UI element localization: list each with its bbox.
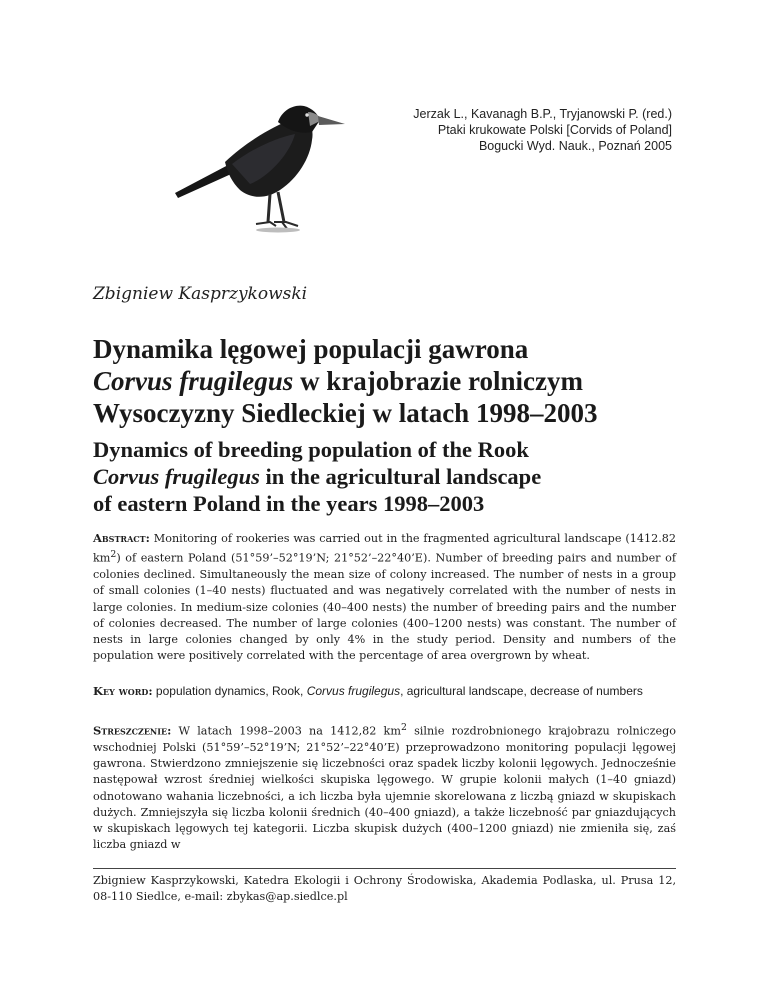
keywords-label: Key word: — [93, 684, 153, 698]
title-pl-line1: Dynamika lęgowej populacji gawrona — [93, 334, 529, 364]
title-en-line1: Dynamics of breeding population of the Rook — [93, 437, 529, 462]
abstract-label: Abstract: — [93, 531, 150, 545]
title-pl-line3: Wysoczyzny Siedleckiej w latach 1998–2003 — [93, 398, 598, 428]
title-en-line2-rest: in the agricultural landscape — [259, 464, 542, 489]
title-english — [93, 436, 693, 517]
streszczenie-text-b: silnie rozdrobnionego krajobrazu rolniczego wschodniej Polski (51°59’–52°19’N; 21°52’–22°40’E) przeprowadzono monitoring populacji lęgowej gawrona. Stwierdzono zmniejszenie się liczebności oraz spadek liczby kolonii lęgowych. Jednocześnie następował wzrost średniej wielkości skupiska lęgowego. W grupie kolonii małych (1–40 gniazd) odnotowano wahania liczebności, a ich liczba była ujemnie skorelowana z liczbą gniazd w skupiskach dużych. Zmniejszyła się liczba kolonii średnich (40–400 gniazd), a także liczebność par gniazdujących w skupiskach lęgowych tej kategorii. Liczba skupisk dużych (400–1200 gniazd) nie zmieniła się, zaś liczba gniazd w — [93, 724, 676, 852]
streszczenie-sup: 2 — [400, 722, 407, 733]
citation-block — [413, 106, 672, 154]
author-name: Zbigniew Kasprzykowski — [93, 284, 308, 304]
citation-book-title: Ptaki krukowate Polski [Corvids of Poland] — [437, 123, 672, 137]
abstract-text-a: Monitoring of rookeries was carried out in the fragmented agricultural landscape (1412.82 km — [93, 532, 676, 565]
title-en-line2 — [93, 463, 693, 490]
streszczenie-paragraph — [93, 720, 676, 853]
title-en-species: Corvus frugilegus — [93, 464, 260, 489]
title-pl-species: Corvus frugilegus — [93, 366, 294, 396]
abstract-text-b: ) of eastern Poland (51°59’–52°19’N; 21°52’–22°40’E). Number of breeding pairs and number of colonies declined. Simultaneously the mean size of colony increased. The number of nests in a group of small colonies (1–40 nests) fluctuated and was negatively correlated with the number of nests in large colonies. In medium-size colonies (40–400 nests) the number of breeding pairs and the number of colonies decreased. The number of large colonies (400–1200 nests) was constant. The number of nests in large colonies changed by only 4% in the study period. Density and numbers of the population were positively correlated with the percentage of area overgrown by wheat. — [93, 551, 676, 663]
abstract-sup: 2 — [110, 549, 117, 561]
affiliation-footnote: Zbigniew Kasprzykowski, Katedra Ekologii i Ochrony Środowiska, Akademia Podlaska, ul. Prusa 12, 08-110 Siedlce, e-mail: zbykas@ap.siedlce.pl — [93, 874, 676, 904]
keywords-text-a: population dynamics, Rook, — [152, 684, 307, 698]
abstract-paragraph — [93, 530, 676, 664]
rook-illustration — [170, 98, 345, 238]
footnote-divider — [93, 868, 676, 869]
streszczenie-label: Streszczenie: — [93, 723, 172, 738]
keywords-species: Corvus frugilegus — [306, 684, 401, 698]
keywords-paragraph — [93, 683, 676, 700]
title-en-line3: of eastern Poland in the years 1998–2003 — [93, 491, 485, 516]
title-pl-line2 — [93, 365, 693, 397]
streszczenie-text-a: W latach 1998–2003 na 1412,82 km — [171, 724, 401, 738]
citation-editors: Jerzak L., Kavanagh B.P., Tryjanowski P. (red.) — [413, 107, 672, 121]
keywords-text-b: , agricultural landscape, decrease of numbers — [400, 684, 643, 698]
citation-publisher: Bogucki Wyd. Nauk., Poznań 2005 — [478, 139, 672, 153]
title-polish — [93, 333, 693, 429]
title-pl-line2-rest: w krajobrazie rolniczym — [293, 366, 583, 396]
